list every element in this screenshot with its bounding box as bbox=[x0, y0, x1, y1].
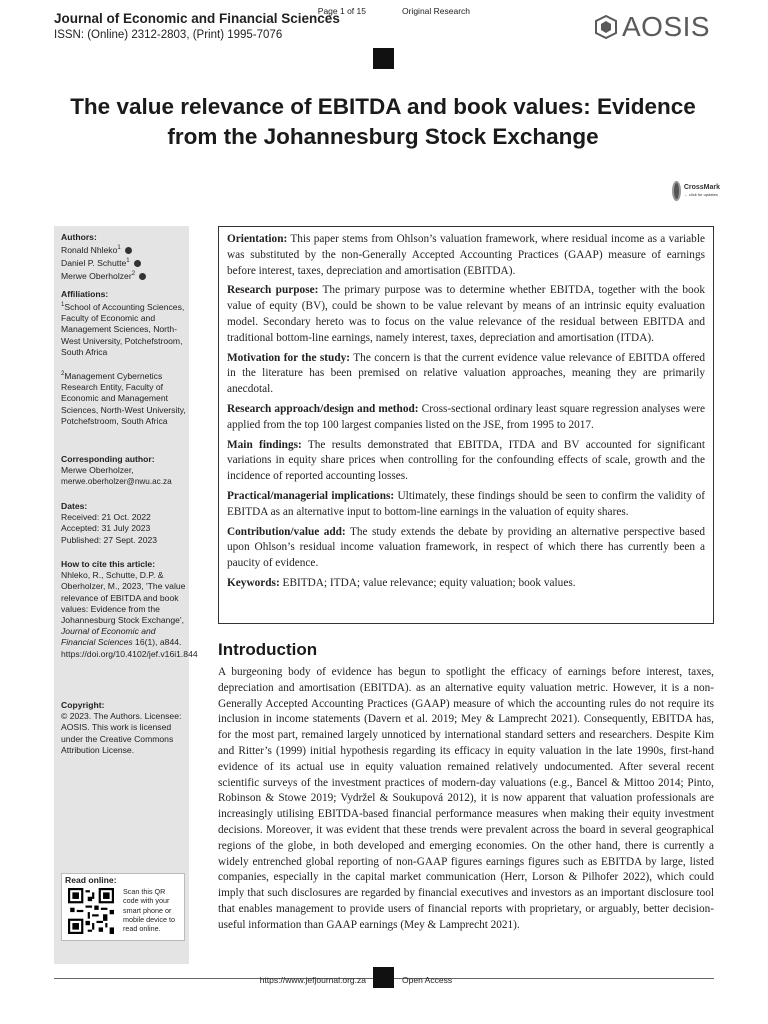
crossmark-label: CrossMark bbox=[683, 184, 720, 191]
crossmark-sub: ← click for updates bbox=[683, 192, 718, 197]
affiliation-1: $^1$School of Accounting Sciences, Faculty of Economic and Management Sciences, North-West University, Potchefstroom, South Africa bbox=[61, 302, 185, 357]
affiliations-heading: Affiliations: bbox=[61, 289, 109, 299]
crossmark-icon bbox=[672, 181, 681, 201]
introduction-body: A burgeoning body of evidence has begun to spotlight the efficacy of earnings before interest, taxes, depreciation and amortisation (EBITDA). as an alternative equity valuation metric. However, it is a non-Generally Accepted Accounting Practices (GAAP) measure of which the accounting rules do not require its inclusion in income statements (Davern et al. 2019; Mey & Lamprecht 2021). Consequently, EBITDA has, for the most part, remained largely unnoticed by international standard setters and researchers. Despite Kim and Ritter’s (1999) initial hypothesis regarding its efficacy in equity valuation in the late 1990s, first-hand evidence of its actual use in equity valuation remained relatively undocumented. After several recent scientific surveys of the investment practices of modern-day valuations (e.g., Bancel & Mittoo 2014; Pinto, Robinson & Stowe 2019; Vydržel & Soukupová 2012), it is now apparent that valuation professionals are increasingly utilising EBITDA-based financial performance measures when making their equity investment decisions. Moreover, it was evident that these trends were prevalent across the board in several geographical regions of the globe, in both developed and emerging economies. On the other hand, there is currently a widely entrenched global reporting of non-GAAP figures earnings figures such as EBITDA by large, listed companies, especially in the capital market communication (Herr, Lorson & Pilhofer 2022), which could imply that such disclosures are regarded by financial executives and investors as an important disclosure tool that enables management to provide users of financial reports with proprietary, or arguably, better decision-useful information than GAAP earnings (Mey & Lamprecht 2021). bbox=[218, 666, 714, 931]
author-item bbox=[61, 256, 187, 269]
date-published: Published: 27 Sept. 2023 bbox=[61, 534, 158, 545]
abstract-implications: Practical/managerial implications: Ultimately, these findings should be seen to confirm the validity of EBITDA as an alternative input to bottom-line earnings in the valuation of equity shares. bbox=[227, 489, 705, 518]
orcid-icon[interactable] bbox=[139, 273, 146, 280]
orcid-icon[interactable] bbox=[134, 260, 141, 267]
date-received: Received: 21 Oct. 2022 bbox=[61, 512, 151, 523]
author-name: Merwe Oberholzer bbox=[61, 271, 132, 282]
author-name: Ronald Nhleko bbox=[61, 245, 118, 256]
abstract-box bbox=[218, 226, 714, 624]
paper-title: The value relevance of EBITDA and book values: Evidence from the Johannesburg Stock Exchange bbox=[70, 94, 696, 149]
citation: Nhleko, R., Schutte, D.P. & Oberholzer, M., 2023, 'The value relevance of EBITDA and book values: Evidence from the Johannesburg Stock Exchange', Journal of Economic and Financial Sciences 16(1), a844. https://doi.org/10.4102/jef.v16i1.844 bbox=[61, 570, 198, 659]
abstract-keywords: Keywords: EBITDA; ITDA; value relevance; equity valuation; book values. bbox=[227, 576, 576, 589]
open-access-label: Open Access bbox=[402, 975, 453, 985]
author-affil-sup: 1 bbox=[126, 258, 130, 265]
corresponding-heading: Corresponding author: bbox=[61, 454, 155, 464]
copyright-text: © 2023. The Authors. Licensee: AOSIS. This work is licensed under the Creative Commons Attribution License. bbox=[61, 711, 182, 755]
orcid-icon[interactable] bbox=[125, 247, 132, 254]
aosis-logo-icon bbox=[594, 15, 618, 39]
read-online-heading: Read online: bbox=[65, 875, 117, 885]
date-accepted: Accepted: 31 July 2023 bbox=[61, 523, 151, 534]
author-item bbox=[61, 243, 187, 256]
read-online-box bbox=[61, 873, 185, 941]
qr-code-icon[interactable] bbox=[68, 888, 114, 934]
authors-heading: Authors: bbox=[61, 232, 97, 242]
issn-line: ISSN: (Online) 2312-2803, (Print) 1995-7076 bbox=[54, 29, 283, 41]
abstract-research-purpose: Research purpose: The primary purpose was to determine whether EBITDA, together with the book value of equity (BV), could be shown to be value relevant by means of an intrinsic equity evaluation model. Secondary hereto was to focus on the value relevance of the residual between EBITDA and traditional bottom-line earnings, namely interest, taxes, depreciation and amortisation (ITDA). bbox=[227, 284, 705, 344]
article-info-sidebar bbox=[54, 226, 198, 964]
dates-heading: Dates: bbox=[61, 501, 88, 511]
introduction-heading: Introduction bbox=[218, 640, 318, 659]
corresponding-name: Merwe Oberholzer, bbox=[61, 465, 134, 476]
article-type: Original Research bbox=[402, 6, 471, 16]
journal-url-link[interactable]: https://www.jefjournal.org.za bbox=[259, 975, 366, 985]
abstract-contribution: Contribution/value add: The study extends the debate by providing an alternative perspective based upon Ohlson’s residual income valuation framework, in respect of which there has currently been a paucity of evidence. bbox=[227, 525, 705, 570]
copyright-heading: Copyright: bbox=[61, 700, 105, 710]
crossmark-badge[interactable] bbox=[672, 178, 720, 204]
affiliation-2: $^2$Management Cybernetics Research Entity, Faculty of Economic and Management Sciences, North-West University, Potchefstroom, South Africa bbox=[61, 370, 186, 426]
footer-divider-box bbox=[373, 967, 394, 988]
abstract-orientation: Orientation: This paper stems from Ohlson’s valuation framework, where residual income as a variable was substituted by the non-Generally Accepted Accounting Practices (GAAP) measure of earnings before interest, taxes, depreciation and amortisation (EBITDA). bbox=[227, 233, 705, 277]
author-affil-sup: 2 bbox=[131, 271, 136, 278]
author-affil-sup: 1 bbox=[117, 245, 121, 252]
qr-instructions: Scan this QR code with your smart phone or mobile device to read online. bbox=[123, 887, 175, 934]
abstract-approach: Research approach/design and method: Cross-sectional ordinary least square regression analyses were applied from the top 100 largest companies listed on the JSE, from 1995 to 2017. bbox=[227, 402, 706, 431]
cite-heading: How to cite this article: bbox=[61, 559, 156, 569]
journal-title: Journal of Economic and Financial Sciences bbox=[54, 11, 340, 26]
corresponding-email[interactable]: merwe.oberholzer@nwu.ac.za bbox=[61, 477, 172, 487]
abstract-main-findings: Main findings: The results demonstrated that EBITDA, ITDA and BV accounted for significant variations in equity share prices when controlling for the confounding effects of scale, growth and the incidence of reported accounting losses. bbox=[227, 438, 705, 483]
abstract-motivation: Motivation for the study: The concern is that the current evidence value relevance of EBITDA offered in the literature has been premised on relative valuation approaches, meaning they are primarily anecdotal. bbox=[227, 351, 705, 396]
author-name: Daniel P. Schutte bbox=[61, 258, 127, 269]
header-divider-box bbox=[373, 48, 394, 69]
page-number: Page 1 of 15 bbox=[317, 6, 366, 16]
author-item bbox=[61, 269, 187, 282]
aosis-logo bbox=[594, 12, 716, 42]
aosis-wordmark: AOSIS bbox=[622, 11, 711, 42]
